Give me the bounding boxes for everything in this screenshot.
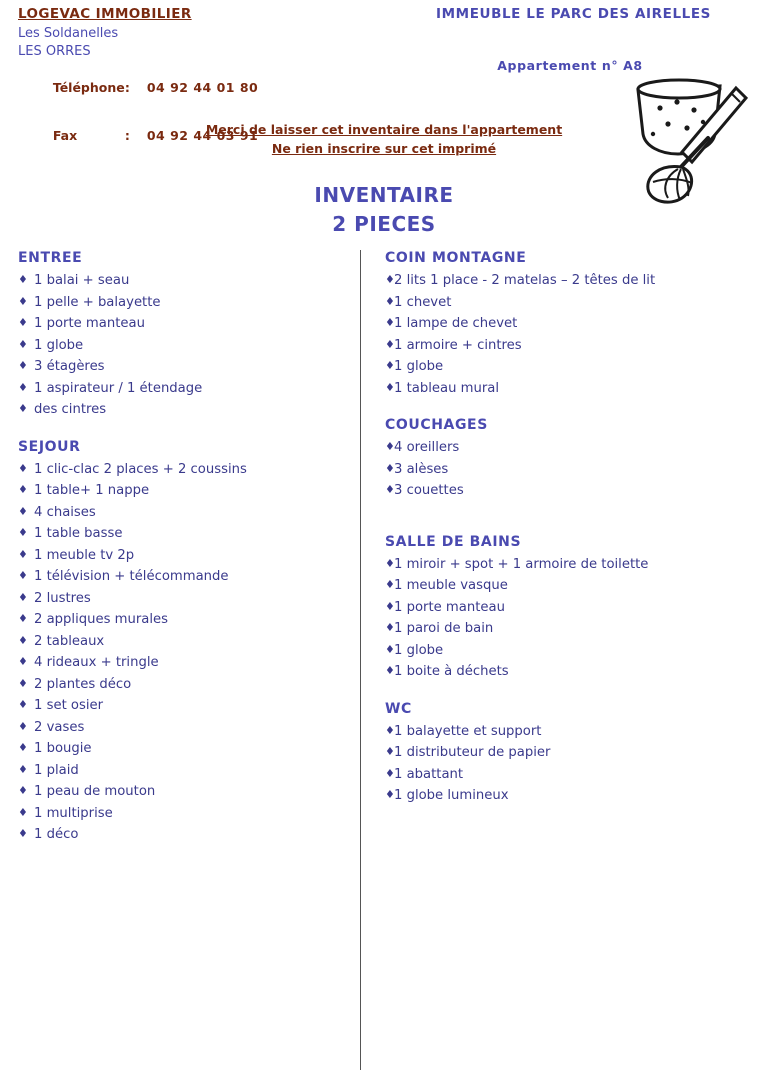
section-couchages xyxy=(385,417,735,502)
apartment-number: Appartement n° A8 xyxy=(497,58,643,73)
section-item-list xyxy=(18,270,348,421)
section-entree xyxy=(18,250,348,421)
bullet-icon: ♦ xyxy=(18,633,28,647)
inventory-columns xyxy=(0,250,768,1070)
bullet-icon: ♦ xyxy=(18,504,28,518)
list-item xyxy=(18,738,348,760)
list-item xyxy=(385,640,735,662)
residence-name: Les Soldanelles xyxy=(18,26,119,41)
list-item-label: 2 tableaux xyxy=(34,633,105,649)
bullet-icon: ♦ xyxy=(18,784,28,798)
list-item-label: 1 clic-clac 2 places + 2 coussins xyxy=(34,461,247,477)
bullet-icon: ♦ xyxy=(18,655,28,669)
list-item xyxy=(18,631,348,653)
bullet-icon: ♦ xyxy=(385,556,395,570)
bullet-icon: ♦ xyxy=(385,316,395,330)
section-title: SEJOUR xyxy=(18,438,81,455)
section-item-list xyxy=(385,721,735,807)
bullet-icon: ♦ xyxy=(18,461,28,475)
fax-colon: : xyxy=(124,128,130,143)
phone-colon: : xyxy=(124,80,130,95)
list-item-label: 1 table+ 1 nappe xyxy=(34,483,150,499)
list-item-label: 3 étagères xyxy=(34,359,105,375)
bullet-icon: ♦ xyxy=(385,273,395,286)
list-item-label: 1 table basse xyxy=(34,526,123,542)
list-item-label: 4 chaises xyxy=(34,504,96,520)
list-item xyxy=(18,588,348,610)
left-column xyxy=(18,250,348,864)
section-coin-montagne xyxy=(385,250,735,399)
list-item-label: des cintres xyxy=(34,402,107,418)
list-item xyxy=(18,674,348,696)
list-item-label: 1 tableau mural xyxy=(394,380,499,396)
list-item-label: 1 balai + seau xyxy=(34,273,130,288)
bullet-icon: ♦ xyxy=(18,337,28,351)
list-item xyxy=(385,721,735,743)
bullet-icon: ♦ xyxy=(18,698,28,712)
header-left-block xyxy=(18,6,438,161)
bullet-icon: ♦ xyxy=(385,599,395,613)
bullet-icon: ♦ xyxy=(18,483,28,497)
list-item xyxy=(18,459,348,481)
bullet-icon: ♦ xyxy=(18,294,28,308)
bowl-and-whisk-icon xyxy=(620,72,750,207)
list-item xyxy=(18,609,348,631)
list-item-label: 1 déco xyxy=(34,827,79,843)
list-item-label: 1 meuble vasque xyxy=(394,578,508,594)
bullet-icon: ♦ xyxy=(385,440,395,454)
list-item xyxy=(385,378,735,400)
bullet-icon: ♦ xyxy=(385,380,395,394)
title-line-1: INVENTAIRE xyxy=(314,182,454,207)
section-sejour xyxy=(18,439,348,846)
list-item xyxy=(385,618,735,640)
section-wc xyxy=(385,701,735,807)
town-name: LES ORRES xyxy=(18,44,91,59)
bullet-icon: ♦ xyxy=(385,745,395,759)
bullet-icon: ♦ xyxy=(18,741,28,755)
list-item-label: 1 balayette et support xyxy=(394,723,542,739)
list-item-label: 1 globe xyxy=(34,337,84,353)
company-name: LOGEVAC IMMOBILIER xyxy=(18,6,192,22)
bullet-icon: ♦ xyxy=(385,621,395,635)
bullet-icon: ♦ xyxy=(385,664,395,678)
list-item xyxy=(385,480,735,502)
list-item xyxy=(18,378,348,400)
list-item xyxy=(385,764,735,786)
bullet-icon: ♦ xyxy=(385,359,395,373)
list-item xyxy=(385,437,735,459)
list-item-label: 2 appliques murales xyxy=(34,612,168,628)
bullet-icon: ♦ xyxy=(18,316,28,330)
list-item xyxy=(18,545,348,567)
bullet-icon: ♦ xyxy=(18,273,28,286)
header-right-block xyxy=(430,6,750,73)
fax-value: 04 92 44 03 91 xyxy=(146,128,259,143)
bullet-icon: ♦ xyxy=(18,526,28,540)
list-item-label: 1 télévision + télécommande xyxy=(34,569,229,585)
list-item-label: 1 porte manteau xyxy=(34,316,145,332)
list-item-label: 3 couettes xyxy=(394,483,464,499)
building-name: IMMEUBLE LE PARC DES AIRELLES xyxy=(436,6,712,22)
section-item-list xyxy=(385,270,735,399)
list-item xyxy=(385,335,735,357)
notice-line-2: Ne rien inscrire sur cet imprimé xyxy=(271,141,497,157)
bullet-icon: ♦ xyxy=(385,578,395,592)
list-item xyxy=(385,785,735,807)
bullet-icon: ♦ xyxy=(18,547,28,561)
list-item xyxy=(18,356,348,378)
list-item-label: 4 rideaux + tringle xyxy=(34,655,159,671)
list-item-label: 4 oreillers xyxy=(394,440,460,456)
bullet-icon: ♦ xyxy=(18,402,28,416)
section-title: COUCHAGES xyxy=(385,417,488,434)
list-item xyxy=(18,313,348,335)
list-item xyxy=(385,661,735,683)
bullet-icon: ♦ xyxy=(385,642,395,656)
list-item xyxy=(18,270,348,292)
bullet-icon: ♦ xyxy=(385,723,395,737)
phone-row xyxy=(18,65,438,110)
list-item xyxy=(385,742,735,764)
list-item xyxy=(18,803,348,825)
bullet-icon: ♦ xyxy=(18,827,28,841)
section-item-list xyxy=(385,554,735,683)
list-item xyxy=(18,502,348,524)
bullet-icon: ♦ xyxy=(385,483,395,497)
bullet-icon: ♦ xyxy=(18,719,28,733)
list-item-label: 1 set osier xyxy=(34,698,104,714)
list-item xyxy=(18,695,348,717)
list-item xyxy=(385,356,735,378)
list-item-label: 1 plaid xyxy=(34,762,79,778)
bullet-icon: ♦ xyxy=(385,788,395,802)
bullet-icon: ♦ xyxy=(18,380,28,394)
list-item xyxy=(18,292,348,314)
list-item xyxy=(385,554,735,576)
list-item-label: 1 globe xyxy=(394,642,444,658)
list-item xyxy=(385,459,735,481)
bullet-icon: ♦ xyxy=(18,569,28,583)
notice-line-1: Merci de laisser cet inventaire dans l'appartement xyxy=(205,122,563,137)
section-item-list xyxy=(18,459,348,846)
list-item-label: 1 meuble tv 2p xyxy=(34,547,135,563)
section-title: ENTREE xyxy=(18,250,83,266)
list-item-label: 2 lustres xyxy=(34,590,91,606)
list-item xyxy=(18,566,348,588)
section-salle-de-bains xyxy=(385,534,735,683)
list-item xyxy=(18,399,348,421)
list-item xyxy=(18,480,348,502)
list-item-label: 1 pelle + balayette xyxy=(34,294,161,310)
list-item-label: 1 bougie xyxy=(34,741,92,757)
list-item-label: 1 peau de mouton xyxy=(34,784,156,800)
list-item xyxy=(18,760,348,782)
list-item-label: 1 paroi de bain xyxy=(394,621,494,637)
list-item-label: 1 aspirateur / 1 étendage xyxy=(34,380,203,396)
list-item xyxy=(18,824,348,846)
section-title: COIN MONTAGNE xyxy=(385,250,527,266)
list-item-label: 1 miroir + spot + 1 armoire de toilette xyxy=(394,556,649,572)
bullet-icon: ♦ xyxy=(18,590,28,604)
bullet-icon: ♦ xyxy=(385,337,395,351)
list-item-label: 1 globe lumineux xyxy=(394,788,509,804)
list-item-label: 2 vases xyxy=(34,719,85,735)
bullet-icon: ♦ xyxy=(385,766,395,780)
fax-row xyxy=(18,113,438,158)
bullet-icon: ♦ xyxy=(18,805,28,819)
bullet-icon: ♦ xyxy=(18,676,28,690)
title-line-2: 2 PIECES xyxy=(332,211,436,236)
list-item-label: 1 globe xyxy=(394,359,444,375)
list-item-label: 1 abattant xyxy=(394,766,464,782)
fax-label: Fax xyxy=(52,128,78,143)
list-item xyxy=(18,781,348,803)
list-item xyxy=(18,652,348,674)
list-item xyxy=(385,292,735,314)
bullet-icon: ♦ xyxy=(18,762,28,776)
phone-label: Téléphone xyxy=(52,80,125,95)
list-item xyxy=(18,335,348,357)
section-title: WC xyxy=(385,700,412,717)
right-column xyxy=(385,250,735,825)
phone-value: 04 92 44 01 80 xyxy=(146,80,259,95)
section-title: SALLE DE BAINS xyxy=(385,533,522,550)
list-item xyxy=(385,575,735,597)
list-item-label: 3 alèses xyxy=(394,461,449,477)
list-item xyxy=(18,717,348,739)
list-item-label: 1 distributeur de papier xyxy=(394,745,551,761)
list-item-label: 1 porte manteau xyxy=(394,599,505,615)
list-item-label: 2 lits 1 place - 2 matelas – 2 têtes de lit xyxy=(394,273,656,288)
list-item-label: 1 armoire + cintres xyxy=(394,337,522,353)
list-item-label: 1 chevet xyxy=(394,294,452,310)
list-item xyxy=(385,270,735,292)
list-item xyxy=(18,523,348,545)
list-item-label: 2 plantes déco xyxy=(34,676,132,692)
bullet-icon: ♦ xyxy=(385,461,395,475)
section-item-list xyxy=(385,437,735,502)
bullet-icon: ♦ xyxy=(18,612,28,626)
bullet-icon: ♦ xyxy=(18,359,28,373)
list-item-label: 1 boite à déchets xyxy=(394,664,509,680)
list-item xyxy=(385,313,735,335)
list-item-label: 1 multiprise xyxy=(34,805,113,821)
list-item xyxy=(385,597,735,619)
list-item-label: 1 lampe de chevet xyxy=(394,316,518,332)
bullet-icon: ♦ xyxy=(385,294,395,308)
column-divider xyxy=(360,250,361,1070)
